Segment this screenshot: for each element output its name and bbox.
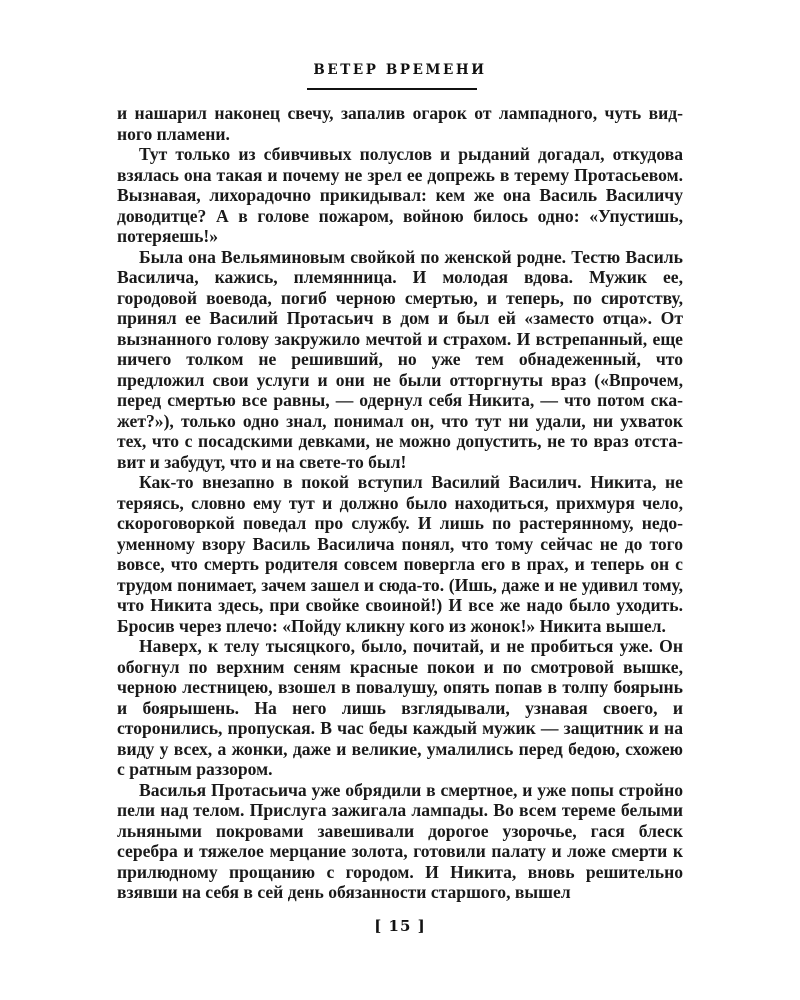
paragraph: Как-то внезапно в покой вступил Василий Василич. Никита, не теряясь, словно ему тут и должно было находиться, прихмуря чело, скороговоркой поведал про службу. И лишь по растерянному, недоуменному взору Василь Василича понял, что тому сейчас не до того вовсе, что смерть родителя совсем повергла его в прах, и теперь он с трудом понимает, зачем зашел и сюда-то. (Ишь, даже и не удивил тому, что Никита здесь, при свойке своиной!) И все же надо было уходить. Бросив через плечо: «Пойду кликну кого из жонок!» Никита вышел. [117, 472, 683, 636]
paragraph-continued: и нашарил наконец свечу, запалив огарок от лампадного, чуть видного пламени. [117, 103, 683, 144]
paragraph: Наверх, к телу тысяцкого, было, почитай, и не пробиться уже. Он обогнул по верхним сеням красные покои и по смотровой вышке, черною лестницею, взошел в повалушу, опять попав в толпу боярынь и боярышень. На него лишь взглядывали, узнавая своего, и сторонились, пропуская. В час беды каждый мужик — защитник и на виду у всех, а жонки, даже и великие, умалились перед бедою, схожею с ратным раззором. [117, 636, 683, 779]
page-number: [ 15 ] [374, 917, 426, 935]
header-rule [307, 88, 477, 90]
paragraph: Тут только из сбивчивых полуслов и рыданий догадал, откудова взялась она такая и почему не зрел ее допрежь в терему Протасьевом. Вызнавая, лихорадочно прикидывал: кем же она Василь Василичу доводитце? А в голове пожаром, войною билось одно: «Упустишь, потеряешь!» [117, 144, 683, 246]
body-text [117, 103, 683, 903]
running-title: ВЕТЕР ВРЕМЕНИ [313, 62, 487, 78]
paragraph: Была она Вельяминовым свойкой по женской родне. Тестю Василь Василича, кажись, племянница. И молодая вдова. Мужик ее, городовой воевода, погиб черною смертью, и теперь, по сиротству, принял ее Василий Протасьич в дом и был ей «заместо отца». От вызнанного голову закружило мечтой и страхом. И встрепанный, еще ничего толком не решивший, но уже тем обнадеженный, что предложил свои услуги и они не были отторгнуты враз («Впрочем, перед смертью все равны, — одернул себя Никита, — что потом скажет?»), только одно знал, понимал он, что тут ни удали, ни ухваток тех, что с посадскими девками, не можно допустить, не то враз отставит и забудут, что и на свете-то был! [117, 246, 683, 472]
paragraph: Василья Протасьича уже обрядили в смертное, и уже попы стройно пели над телом. Прислуга зажигала лампады. Во всем тереме белыми льняными покровами завешивали дорогое узорочье, гася блеск серебра и тяжелое мерцание золота, готовили палату и ложе смерти к прилюдному прощанию с городом. И Никита, вновь решительно взявши на себя в сей день обязанности старшого, вышел [117, 779, 683, 902]
